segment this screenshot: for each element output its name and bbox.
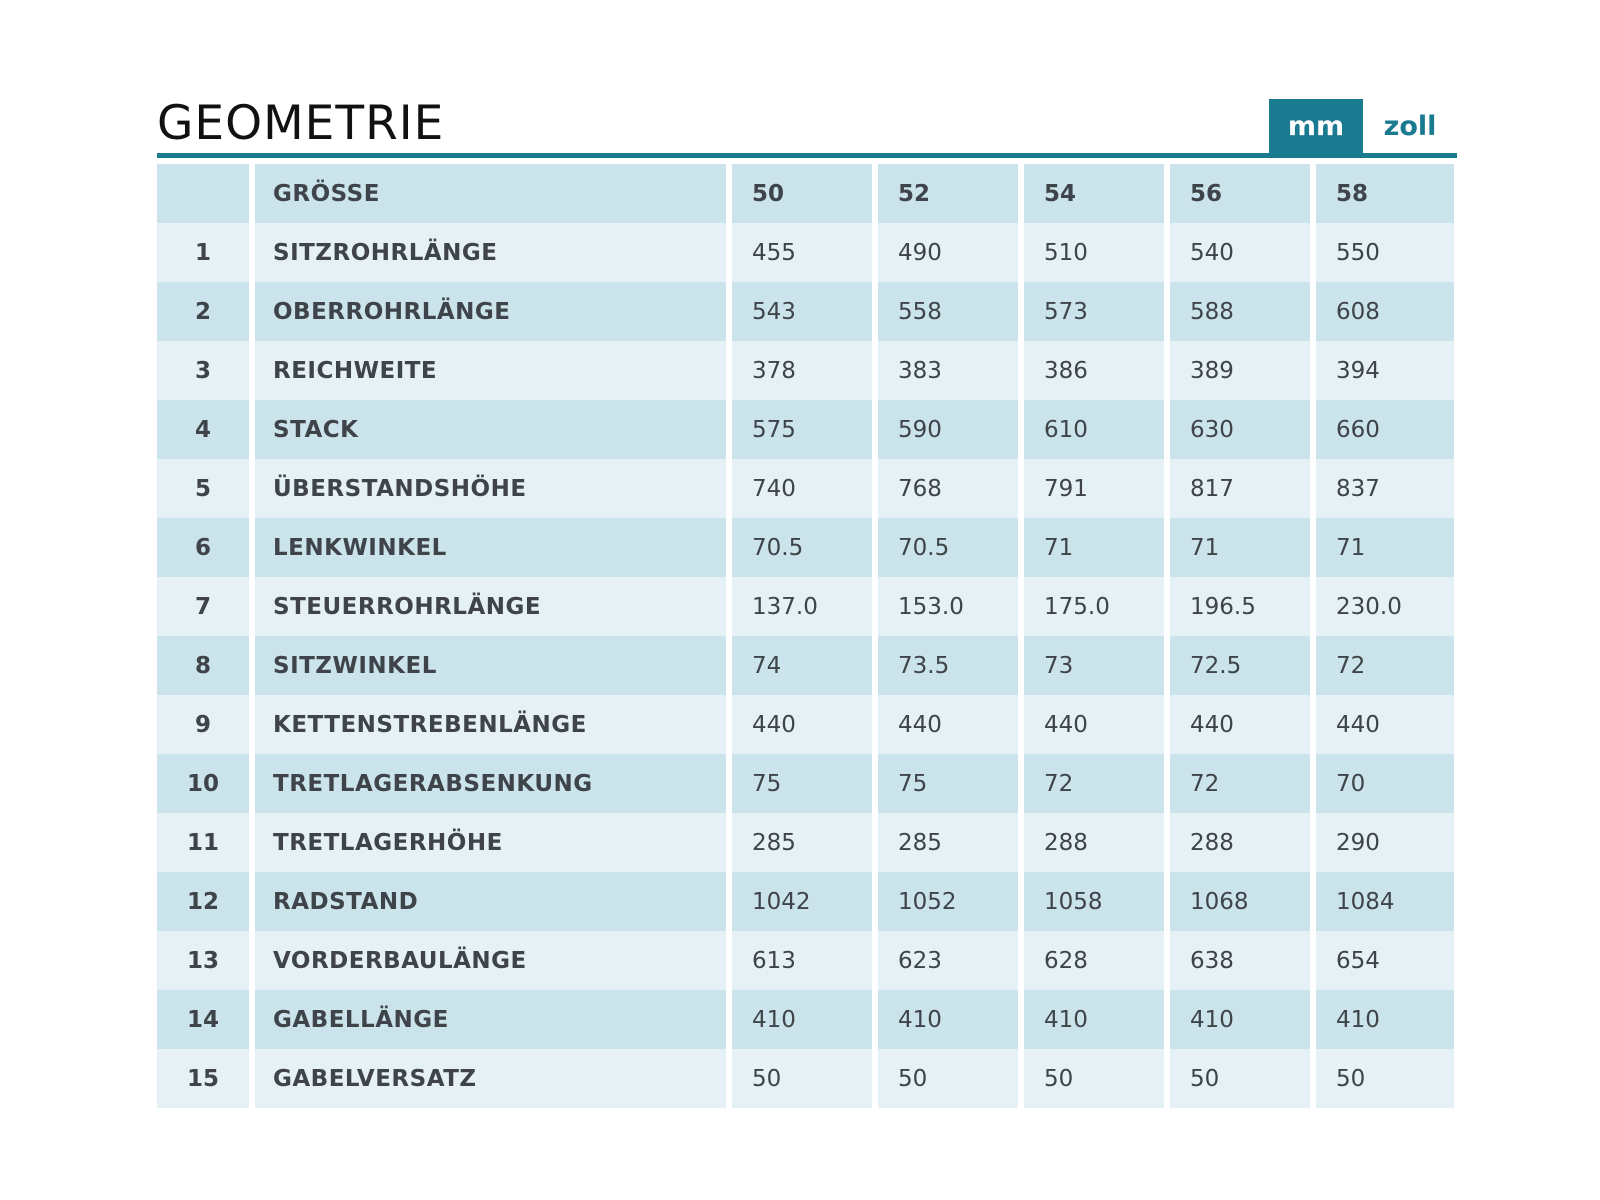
- table-row: [157, 931, 1457, 990]
- unit-mm-button[interactable]: mm: [1269, 99, 1363, 153]
- value-cell: 137.0: [732, 577, 872, 636]
- value-cell: 285: [878, 813, 1018, 872]
- value-cell: 175.0: [1024, 577, 1164, 636]
- row-number: 6: [157, 518, 249, 577]
- value-cell: 573: [1024, 282, 1164, 341]
- value-cell: 389: [1170, 341, 1310, 400]
- row-number: 1: [157, 223, 249, 282]
- size-column-header: 54: [1024, 164, 1164, 223]
- row-label: STEUERROHRLÄNGE: [255, 577, 726, 636]
- value-cell: 230.0: [1316, 577, 1454, 636]
- value-cell: 490: [878, 223, 1018, 282]
- value-cell: 660: [1316, 400, 1454, 459]
- value-cell: 654: [1316, 931, 1454, 990]
- row-number: 8: [157, 636, 249, 695]
- table-header-row: [157, 164, 1457, 223]
- row-number: 2: [157, 282, 249, 341]
- table-row: [157, 282, 1457, 341]
- value-cell: 1042: [732, 872, 872, 931]
- value-cell: 410: [1170, 990, 1310, 1049]
- row-label: LENKWINKEL: [255, 518, 726, 577]
- value-cell: 72: [1316, 636, 1454, 695]
- row-number: 12: [157, 872, 249, 931]
- value-cell: 50: [1316, 1049, 1454, 1108]
- table-row: [157, 636, 1457, 695]
- table-row: [157, 223, 1457, 282]
- row-label: SITZROHRLÄNGE: [255, 223, 726, 282]
- value-cell: 71: [1316, 518, 1454, 577]
- value-cell: 50: [732, 1049, 872, 1108]
- value-cell: 791: [1024, 459, 1164, 518]
- value-cell: 638: [1170, 931, 1310, 990]
- geometry-panel: [157, 95, 1457, 1108]
- value-cell: 383: [878, 341, 1018, 400]
- row-label: RADSTAND: [255, 872, 726, 931]
- value-cell: 440: [878, 695, 1018, 754]
- value-cell: 550: [1316, 223, 1454, 282]
- row-number: 10: [157, 754, 249, 813]
- value-cell: 73.5: [878, 636, 1018, 695]
- value-cell: 540: [1170, 223, 1310, 282]
- value-cell: 75: [732, 754, 872, 813]
- value-cell: 610: [1024, 400, 1164, 459]
- value-cell: 740: [732, 459, 872, 518]
- table-row: [157, 695, 1457, 754]
- value-cell: 590: [878, 400, 1018, 459]
- value-cell: 74: [732, 636, 872, 695]
- geometry-header: [157, 95, 1457, 158]
- value-cell: 837: [1316, 459, 1454, 518]
- value-cell: 285: [732, 813, 872, 872]
- value-cell: 558: [878, 282, 1018, 341]
- table-row: [157, 990, 1457, 1049]
- row-label: TRETLAGERABSENKUNG: [255, 754, 726, 813]
- value-cell: 73: [1024, 636, 1164, 695]
- table-row: [157, 813, 1457, 872]
- table-body: [157, 223, 1457, 1108]
- unit-switch: [1269, 99, 1457, 153]
- unit-zoll-button[interactable]: zoll: [1383, 110, 1437, 142]
- row-label: TRETLAGERHÖHE: [255, 813, 726, 872]
- value-cell: 575: [732, 400, 872, 459]
- row-label: STACK: [255, 400, 726, 459]
- value-cell: 440: [1024, 695, 1164, 754]
- row-number: 13: [157, 931, 249, 990]
- row-label: GABELLÄNGE: [255, 990, 726, 1049]
- row-label: GABELVERSATZ: [255, 1049, 726, 1108]
- row-label: VORDERBAULÄNGE: [255, 931, 726, 990]
- value-cell: 623: [878, 931, 1018, 990]
- value-cell: 630: [1170, 400, 1310, 459]
- value-cell: 290: [1316, 813, 1454, 872]
- table-row: [157, 872, 1457, 931]
- value-cell: 378: [732, 341, 872, 400]
- value-cell: 613: [732, 931, 872, 990]
- row-number: 5: [157, 459, 249, 518]
- value-cell: 410: [1024, 990, 1164, 1049]
- row-label: KETTENSTREBENLÄNGE: [255, 695, 726, 754]
- value-cell: 410: [732, 990, 872, 1049]
- value-cell: 71: [1024, 518, 1164, 577]
- value-cell: 588: [1170, 282, 1310, 341]
- size-column-header: 52: [878, 164, 1018, 223]
- value-cell: 410: [1316, 990, 1454, 1049]
- header-size-label: GRÖSSE: [255, 164, 726, 223]
- value-cell: 394: [1316, 341, 1454, 400]
- row-number: 7: [157, 577, 249, 636]
- value-cell: 410: [878, 990, 1018, 1049]
- value-cell: 50: [1024, 1049, 1164, 1108]
- value-cell: 70.5: [878, 518, 1018, 577]
- row-number: 11: [157, 813, 249, 872]
- value-cell: 72: [1024, 754, 1164, 813]
- page-title: GEOMETRIE: [157, 96, 445, 151]
- table-row: [157, 459, 1457, 518]
- row-label: OBERROHRLÄNGE: [255, 282, 726, 341]
- value-cell: 608: [1316, 282, 1454, 341]
- value-cell: 153.0: [878, 577, 1018, 636]
- value-cell: 71: [1170, 518, 1310, 577]
- value-cell: 288: [1024, 813, 1164, 872]
- value-cell: 288: [1170, 813, 1310, 872]
- size-column-header: 56: [1170, 164, 1310, 223]
- value-cell: 1058: [1024, 872, 1164, 931]
- value-cell: 72: [1170, 754, 1310, 813]
- row-number: 3: [157, 341, 249, 400]
- row-number: 14: [157, 990, 249, 1049]
- size-column-header: 58: [1316, 164, 1454, 223]
- value-cell: 1052: [878, 872, 1018, 931]
- row-number: 15: [157, 1049, 249, 1108]
- value-cell: 196.5: [1170, 577, 1310, 636]
- value-cell: 50: [1170, 1049, 1310, 1108]
- value-cell: 50: [878, 1049, 1018, 1108]
- row-label: ÜBERSTANDSHÖHE: [255, 459, 726, 518]
- table-row: [157, 1049, 1457, 1108]
- value-cell: 70: [1316, 754, 1454, 813]
- value-cell: 455: [732, 223, 872, 282]
- value-cell: 70.5: [732, 518, 872, 577]
- value-cell: 1084: [1316, 872, 1454, 931]
- row-number: 4: [157, 400, 249, 459]
- table-row: [157, 518, 1457, 577]
- table-row: [157, 754, 1457, 813]
- value-cell: 72.5: [1170, 636, 1310, 695]
- table-row: [157, 400, 1457, 459]
- size-column-header: 50: [732, 164, 872, 223]
- value-cell: 386: [1024, 341, 1164, 400]
- value-cell: 75: [878, 754, 1018, 813]
- value-cell: 510: [1024, 223, 1164, 282]
- row-label: SITZWINKEL: [255, 636, 726, 695]
- value-cell: 440: [732, 695, 872, 754]
- row-label: REICHWEITE: [255, 341, 726, 400]
- value-cell: 1068: [1170, 872, 1310, 931]
- value-cell: 440: [1170, 695, 1310, 754]
- value-cell: 628: [1024, 931, 1164, 990]
- header-num-cell: [157, 164, 249, 223]
- value-cell: 817: [1170, 459, 1310, 518]
- row-number: 9: [157, 695, 249, 754]
- table-row: [157, 341, 1457, 400]
- value-cell: 768: [878, 459, 1018, 518]
- table-row: [157, 577, 1457, 636]
- geometry-table: [157, 164, 1457, 1108]
- value-cell: 440: [1316, 695, 1454, 754]
- value-cell: 543: [732, 282, 872, 341]
